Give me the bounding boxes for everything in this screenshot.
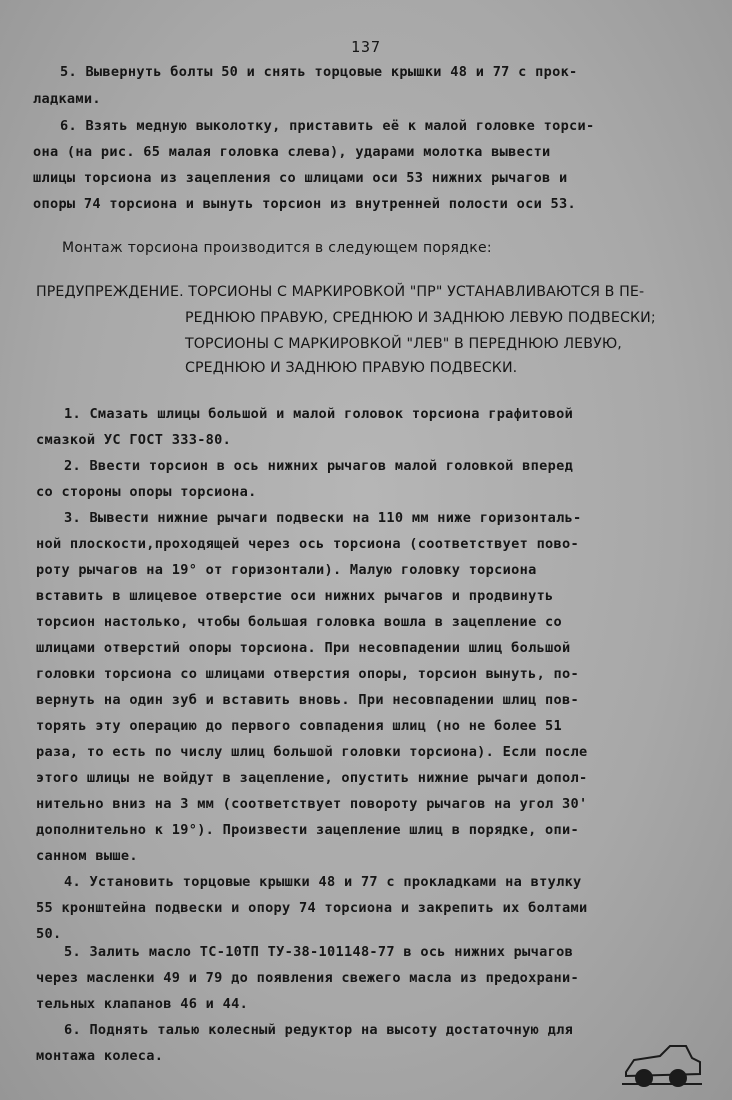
warning-line: ПРЕДУПРЕЖДЕНИЕ. ТОРСИОНЫ С МАРКИРОВКОЙ "ПР" УСТАНАВЛИВАЮТСЯ В ПЕ- [36, 284, 645, 300]
text-line: 3. Вывести нижние рычаги подвески на 110 мм ниже горизонталь- [64, 510, 582, 526]
text-line: через масленки 49 и 79 до появления свежего масла из предохрани- [36, 970, 579, 986]
page-number: 137 [350, 38, 382, 56]
text-line: шлицами отверстий опоры торсиона. При несовпадении шлиц большой [36, 640, 571, 656]
text-line: шлицы торсиона из зацепления со шлицами оси 53 нижних рычагов и [33, 170, 568, 186]
vehicle-stamp-icon [620, 1038, 704, 1090]
text-line: вставить в шлицевое отверстие оси нижних рычагов и продвинуть [36, 588, 554, 604]
warning-line: ТОРСИОНЫ С МАРКИРОВКОЙ "ЛЕВ" В ПЕРЕДНЮЮ ЛЕВУЮ, [185, 336, 622, 352]
warning-line: РЕДНЮЮ ПРАВУЮ, СРЕДНЮЮ И ЗАДНЮЮ ЛЕВУЮ ПОДВЕСКИ; [185, 310, 656, 326]
text-line: 6. Поднять талью колесный редуктор на высоту достаточную для [64, 1022, 574, 1038]
warning-line: СРЕДНЮЮ И ЗАДНЮЮ ПРАВУЮ ПОДВЕСКИ. [185, 360, 518, 376]
text-line: торсион настолько, чтобы большая головка вошла в зацепление со [36, 614, 563, 630]
text-line: со стороны опоры торсиона. [36, 484, 257, 500]
text-line: 2. Ввести торсион в ось нижних рычагов малой головкой вперед [64, 458, 574, 474]
text-line: она (на рис. 65 малая головка слева), ударами молотка вывести [33, 144, 551, 160]
text-line: нительно вниз на 3 мм (соответствует повороту рычагов на угол 30' [36, 796, 588, 812]
text-line: 5. Залить масло ТС-10ТП ТУ-38-101148-77 в ось нижних рычагов [64, 944, 574, 960]
text-line: смазкой УС ГОСТ 333-80. [36, 432, 232, 448]
text-line: 1. Смазать шлицы большой и малой головок торсиона графитовой [64, 406, 574, 422]
text-line: ной плоскости,проходящей через ось торсиона (соответствует пово- [36, 536, 579, 552]
text-line: ладками. [33, 91, 101, 107]
text-line: головки торсиона со шлицами отверстия опоры, торсион вынуть, по- [36, 666, 579, 682]
text-line: этого шлицы не войдут в зацепление, опустить нижние рычаги допол- [36, 770, 588, 786]
text-line: 55 кронштейна подвески и опору 74 торсиона и закрепить их болтами [36, 900, 588, 916]
text-line: вернуть на один зуб и вставить вновь. При несовпадении шлиц пов- [36, 692, 579, 708]
text-line: монтажа колеса. [36, 1048, 164, 1064]
text-line: роту рычагов на 19° от горизонтали). Малую головку торсиона [36, 562, 537, 578]
text-line: раза, то есть по числу шлиц большой головки торсиона). Если после [36, 744, 588, 760]
text-line: торять эту операцию до первого совпадения шлиц (но не более 51 [36, 718, 563, 734]
text-line: дополнительно к 19°). Произвести зацепление шлиц в порядке, опи- [36, 822, 579, 838]
text-line: 4. Установить торцовые крышки 48 и 77 с прокладками на втулку [64, 874, 582, 890]
text-line: опоры 74 торсиона и вынуть торсион из внутренней полости оси 53. [33, 196, 576, 212]
text-line: 50. [36, 926, 62, 942]
text-line: санном выше. [36, 848, 138, 864]
section-heading: Монтаж торсиона производится в следующем порядке: [62, 240, 492, 256]
text-line: 5. Вывернуть болты 50 и снять торцовые крышки 48 и 77 с прок- [60, 64, 578, 80]
text-line: тельных клапанов 46 и 44. [36, 996, 249, 1012]
text-line: 6. Взять медную выколотку, приставить её к малой головке торси- [60, 118, 595, 134]
